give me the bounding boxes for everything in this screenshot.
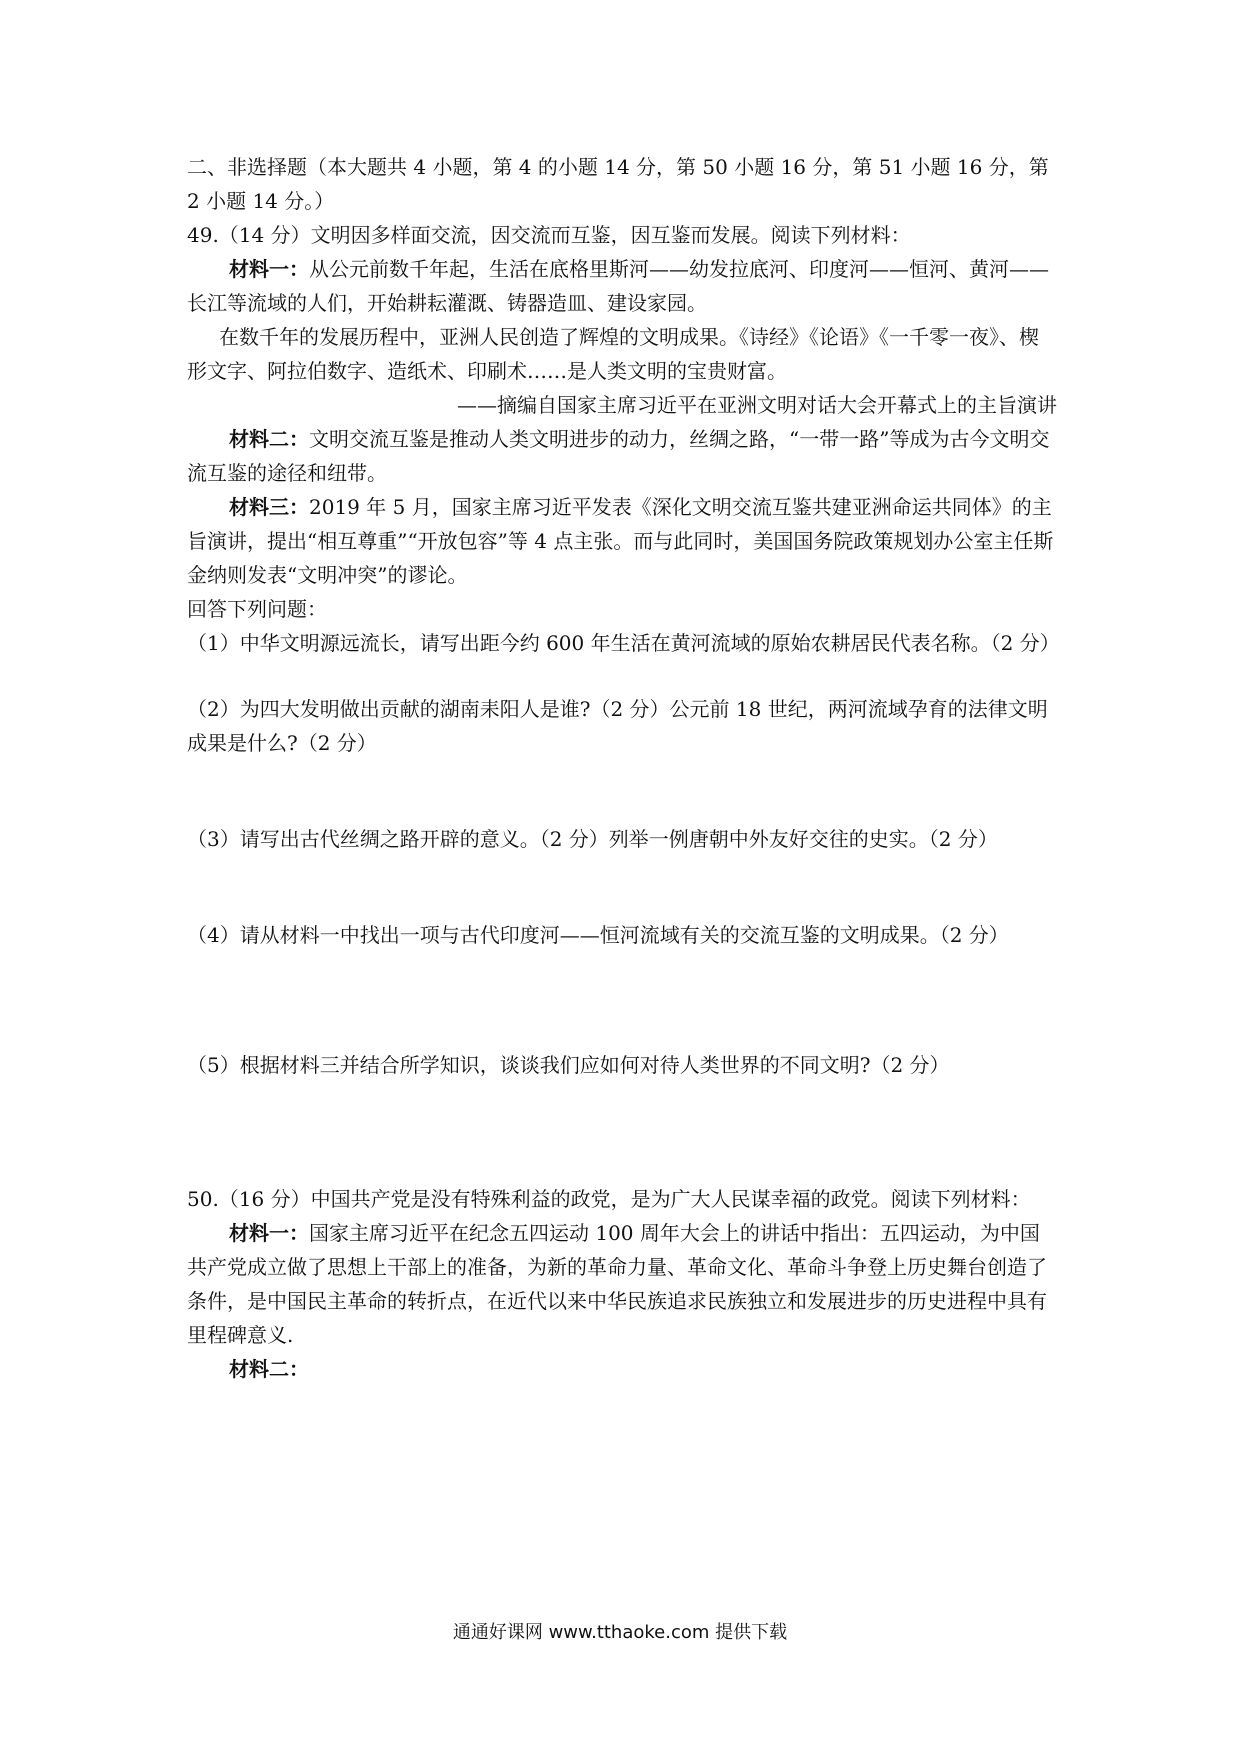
q49-sub-question-1: （1）中华文明源远流长，请写出距今约 600 年生活在黄河流域的原始农耕居民代表名称。（2 分）: [187, 631, 1060, 655]
q49-stem: 49.（14 分）文明因多样面交流，因交流而互鉴，因互鉴而发展。阅读下列材料：: [187, 223, 911, 247]
page-footer: 通通好课网 www.tthaoke.com 提供下载: [452, 1622, 788, 1643]
q50-material-2-label: 材料二：: [229, 1357, 309, 1381]
q49-sub-question-3: （3）请写出古代丝绸之路开辟的意义。（2 分）列举一例唐朝中外友好交往的史实。（2 分）: [187, 827, 998, 851]
q49-material-2-label: 材料二：: [229, 427, 309, 451]
q50-material-1: [187, 1216, 1057, 1352]
page-content: [187, 150, 1060, 1386]
q49-sub-question-2: （2）为四大发明做出贡献的湖南耒阳人是谁?（2 分）公元前 18 世纪，两河流域孕育的法律文明成果是什么?（2 分）: [187, 697, 1048, 755]
q49-material-1-text: 从公元前数千年起，生活在底格里斯河——幼发拉底河、印度河——恒河、黄河——长江等流域的人们，开始耕耘灌溉、铸器造皿、建设家园。: [187, 257, 1049, 315]
q49-material-3: [187, 490, 1057, 592]
section-heading: 二、非选择题（本大题共 4 小题，第 4 的小题 14 分，第 50 小题 16 分，第 51 小题 16 分，第 2 小题 14 分。）: [187, 155, 1049, 213]
q49-material-2: [187, 422, 1057, 490]
q49-material-1-source: ——摘编自国家主席习近平在亚洲文明对话大会开幕式上的主旨演讲: [457, 393, 1057, 417]
answer-space: [187, 660, 1057, 692]
q50-material-1-text: 国家主席习近平在纪念五四运动 100 周年大会上的讲话中指出：五四运动，为中国共产党成立做了思想上干部上的准备，为新的革命力量、革命文化、革命斗争登上历史舞台创造了条件，是中国民主革命的转折点，在近代以来中华民族追求民族独立和发展进步的历史进程中具有里程碑意义.: [187, 1221, 1047, 1347]
q49-material-3-label: 材料三：: [229, 495, 309, 519]
q50-material-1-label: 材料一：: [229, 1221, 309, 1245]
q49-material-2-text: 文明交流互鉴是推动人类文明进步的动力，丝绸之路，“一带一路”等成为古今文明交流互鉴的途径和纽带。: [187, 427, 1050, 485]
answer-space: [187, 856, 1057, 918]
q49-prompt: 回答下列问题：: [187, 597, 327, 621]
q49-material-1-text-2: 在数千年的发展历程中，亚洲人民创造了辉煌的文明成果。《诗经》《论语》《一千零一夜》、楔形文字、阿拉伯数字、造纸术、印刷术……是人类文明的宝贵财富。: [187, 325, 1039, 383]
answer-space: [187, 1082, 1057, 1182]
q50-stem: 50.（16 分）中国共产党是没有特殊利益的政党，是为广大人民谋幸福的政党。阅读下列材料：: [187, 1187, 1031, 1211]
q49-material-1-label: 材料一：: [229, 257, 309, 281]
q49-sub-question-5: （5）根据材料三并结合所学知识，谈谈我们应如何对待人类世界的不同文明?（2 分）: [187, 1053, 950, 1077]
q49-sub-question-4: （4）请从材料一中找出一项与古代印度河——恒河流域有关的交流互鉴的文明成果。（2 分）: [187, 923, 1009, 947]
answer-space: [187, 760, 1057, 822]
answer-space: [187, 952, 1057, 1048]
q49-material-1: [187, 252, 1057, 320]
q49-material-3-text: 2019 年 5 月，国家主席习近平发表《深化文明交流互鉴共建亚洲命运共同体》的主旨演讲，提出“相互尊重”“开放包容”等 4 点主张。而与此同时，美国国务院政策规划办公室主任斯金纳则发表“文明冲突”的谬论。: [187, 495, 1054, 587]
